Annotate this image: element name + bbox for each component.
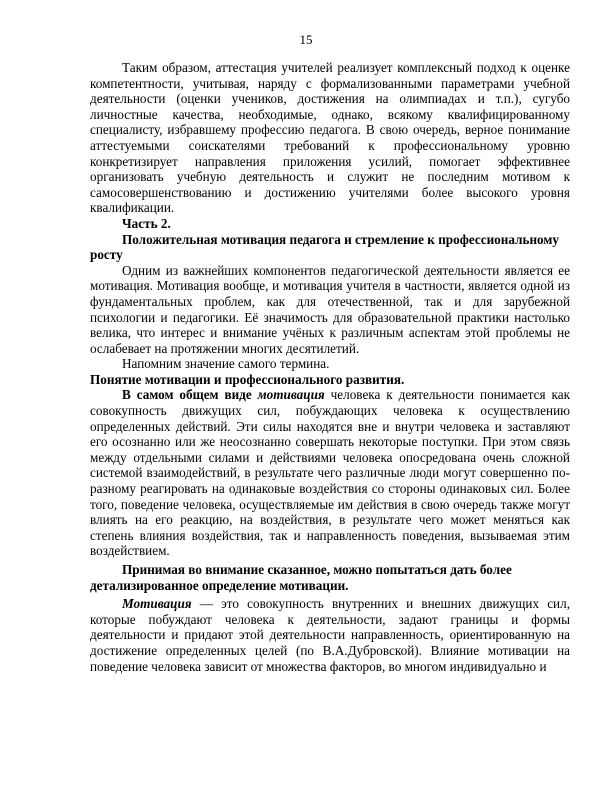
paragraph-detailed-intro: Принимая во внимание сказанное, можно попытаться дать более детализированное определение мотивации. — [90, 562, 512, 593]
page-number: 15 — [299, 32, 313, 47]
section-heading: Понятие мотивации и профессионального развития. — [90, 371, 405, 387]
page-content — [90, 60, 570, 674]
paragraph-general-definition — [90, 387, 570, 559]
definition-text: человека к деятельности понимается как совокупность движущих сил, побуждающих человека к осуществлению определенных действий. Эти силы находятся вне и внутри человека и заставляют его осознанно или же неосознанно совершать некоторые поступки. При этом связь между отдельными силами и действиями человека опосредована очень сложной системой взаимодействий, в результате чего различные люди могут совершенно по-разному реагировать на одинаковые воздействия со стороны одинаковых сил. Более того, поведение человека, осуществляемые им действия в свою очередь также могут влиять на его реакцию, на воздействия, в результате чего может меняться как степень влияния воздействия, так и направленность поведения, вызываемая этим воздействием. — [90, 387, 570, 559]
part-title: Положительная мотивация педагога и стремление к профессиональному росту — [90, 231, 559, 263]
part-label: Часть 2. — [122, 215, 171, 231]
paragraph-detailed-definition — [90, 596, 570, 674]
term-motivation: мотивация — [257, 387, 325, 403]
lead-bold: В самом общем виде — [122, 387, 258, 403]
paragraph-conclusion: Таким образом, аттестация учителей реализует комплексный подход к оценке компетентности, учитывая, наряду с формализованными параметрами учебной деятельности (оценки учеников, достижения на олимпиадах и т.п.), сугубо личностные качества, необходимые, однако, всякому квалифицированному специалисту, избравшему профессию педагога. В свою очередь, верное понимание аттестуемыми соискателями требований к профессиональному уровню конкретизирует направления приложения усилий, помогает эффективнее организовать учебную деятельность и служит не последним мотивом к самосовершенствованию и достижению учителями более высокого уровня квалификации. — [90, 60, 570, 216]
detailed-definition-text: — это совокупность внутренних и внешних движущих сил, которые побуждают человека к деятельности, задают границы и формы деятельности и придают этой деятельности направленность, ориентированную на достижение определенных целей (по В.А.Дубровской). Влияние мотивации на поведение человека зависит от множества факторов, во многом индивидуально и — [90, 596, 570, 674]
term-motivation-2: Мотивация — [122, 596, 192, 612]
paragraph-term-reminder: Напомним значение самого термина. — [122, 356, 330, 372]
paragraph-motivation-intro: Одним из важнейших компонентов педагогической деятельности является ее мотивация. Мотивация вообще, и мотивация учителя в частности, является одной из фундаментальных проблем, как для отечественной, так и для зарубежной психологии и педагогики. Её значимость для образовательной практики настолько велика, что интерес и внимание учёных к различным аспектам этой проблемы не ослабевает на протяжении многих десятилетий. — [90, 262, 570, 356]
